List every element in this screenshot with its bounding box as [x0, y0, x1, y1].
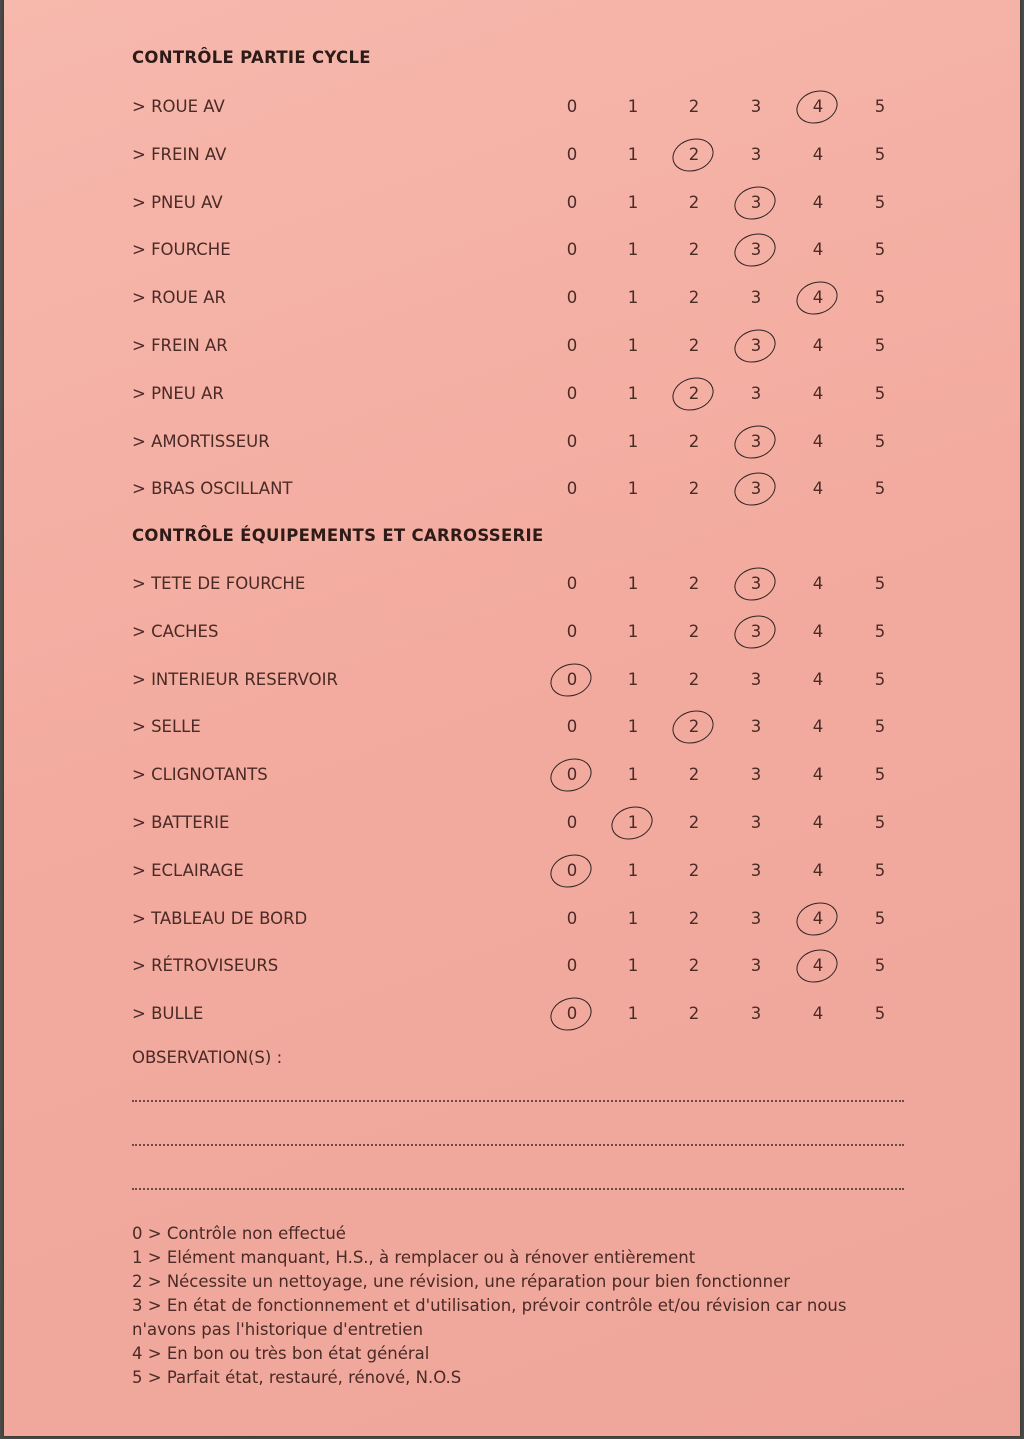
- rating-row-label: > FREIN AV: [132, 144, 227, 164]
- score-option-selected[interactable]: 3: [744, 193, 768, 212]
- score-option[interactable]: 3: [750, 144, 762, 164]
- observation-line-3[interactable]: [132, 1188, 904, 1190]
- score-option-selected[interactable]: 2: [682, 145, 706, 164]
- score-option[interactable]: 1: [627, 669, 639, 689]
- score-option[interactable]: 4: [812, 383, 824, 403]
- score-option-selected[interactable]: 0: [560, 1004, 584, 1023]
- score-option[interactable]: 2: [688, 669, 700, 689]
- rating-row: [4, 93, 1020, 123]
- score-option-selected[interactable]: 1: [621, 813, 645, 832]
- score-option[interactable]: 0: [566, 97, 578, 116]
- score-option[interactable]: 0: [566, 192, 578, 212]
- score-option[interactable]: 3: [750, 813, 762, 832]
- score-option[interactable]: 0: [566, 240, 578, 260]
- score-option[interactable]: 5: [874, 383, 886, 403]
- rating-row: [4, 666, 1020, 696]
- score-option[interactable]: 5: [874, 97, 886, 116]
- score-option[interactable]: 2: [688, 431, 700, 451]
- score-option[interactable]: 5: [874, 431, 886, 451]
- rating-row: [4, 809, 1020, 839]
- score-option[interactable]: 3: [750, 717, 762, 737]
- score-option-selected[interactable]: 4: [806, 288, 830, 307]
- score-option[interactable]: 5: [874, 765, 886, 785]
- rating-row-label: > CACHES: [132, 621, 219, 641]
- rating-row: [4, 332, 1020, 362]
- score-option[interactable]: 2: [688, 336, 700, 355]
- rating-legend: [132, 1222, 892, 1390]
- score-option[interactable]: 0: [566, 431, 578, 451]
- score-option[interactable]: 3: [750, 765, 762, 785]
- score-option[interactable]: 1: [627, 288, 639, 308]
- score-option-selected[interactable]: 3: [744, 574, 768, 593]
- rating-row: [4, 236, 1020, 266]
- rating-row: [4, 1000, 1020, 1030]
- rating-row-label: > INTERIEUR RESERVOIR: [132, 669, 338, 689]
- score-option[interactable]: 5: [874, 240, 886, 260]
- rating-row-label: > AMORTISSEUR: [132, 431, 270, 451]
- rating-row: [4, 284, 1020, 314]
- rating-row: [4, 475, 1020, 505]
- section-title-equipment: CONTRÔLE ÉQUIPEMENTS ET CARROSSERIE: [132, 526, 544, 545]
- score-option[interactable]: 0: [566, 383, 578, 403]
- rating-row-label: > FOURCHE: [132, 240, 231, 260]
- score-option[interactable]: 3: [750, 97, 762, 116]
- score-option[interactable]: 5: [874, 288, 886, 308]
- legend-item: 2 > Nécessite un nettoyage, une révision, une réparation pour bien fonctionner: [132, 1272, 791, 1291]
- rating-row-label: > RÉTROVISEURS: [132, 956, 279, 976]
- rating-row-label: > BRAS OSCILLANT: [132, 479, 293, 499]
- score-option[interactable]: 4: [812, 240, 824, 260]
- score-option[interactable]: 2: [688, 240, 700, 260]
- score-option[interactable]: 2: [688, 97, 700, 116]
- legend-item: 0 > Contrôle non effectué: [132, 1224, 346, 1243]
- score-option[interactable]: 1: [627, 574, 639, 593]
- rating-row: [4, 141, 1020, 171]
- score-option-selected[interactable]: 3: [744, 479, 768, 498]
- rating-row: [4, 380, 1020, 410]
- score-option-selected[interactable]: 3: [744, 240, 768, 259]
- rating-row: [4, 905, 1020, 935]
- score-option[interactable]: 3: [750, 860, 762, 880]
- score-option[interactable]: 5: [874, 908, 886, 928]
- score-option[interactable]: 5: [874, 144, 886, 164]
- score-option-selected[interactable]: 3: [744, 336, 768, 355]
- score-option[interactable]: 3: [750, 288, 762, 308]
- score-option[interactable]: 1: [627, 479, 639, 499]
- score-option[interactable]: 2: [688, 813, 700, 832]
- score-option-selected[interactable]: 3: [744, 432, 768, 451]
- score-option[interactable]: 4: [812, 621, 824, 641]
- rating-row-label: > ROUE AV: [132, 97, 225, 116]
- score-option-selected[interactable]: 2: [682, 717, 706, 736]
- score-option-selected[interactable]: 0: [560, 670, 584, 689]
- score-option[interactable]: 4: [812, 336, 824, 355]
- rating-row-label: > ECLAIRAGE: [132, 860, 244, 880]
- score-option[interactable]: 4: [812, 813, 824, 832]
- score-option[interactable]: 0: [566, 813, 578, 832]
- score-option[interactable]: 2: [688, 192, 700, 212]
- score-option[interactable]: 4: [812, 669, 824, 689]
- rating-row-label: > PNEU AR: [132, 383, 224, 403]
- rating-row-label: > BATTERIE: [132, 813, 230, 832]
- rating-row-label: > FREIN AR: [132, 336, 228, 355]
- score-option[interactable]: 5: [874, 192, 886, 212]
- rating-row-label: > BULLE: [132, 1004, 204, 1024]
- score-option[interactable]: 1: [627, 956, 639, 976]
- rating-row-label: > SELLE: [132, 717, 201, 737]
- score-option[interactable]: 5: [874, 860, 886, 880]
- score-option[interactable]: 2: [688, 574, 700, 593]
- score-option[interactable]: 1: [627, 240, 639, 260]
- score-option[interactable]: 5: [874, 574, 886, 593]
- score-option[interactable]: 4: [812, 1004, 824, 1024]
- score-option[interactable]: 4: [812, 431, 824, 451]
- score-option[interactable]: 4: [812, 574, 824, 593]
- score-option[interactable]: 1: [627, 336, 639, 355]
- score-option[interactable]: 4: [812, 717, 824, 737]
- score-option-selected[interactable]: 4: [806, 956, 830, 975]
- rating-row-label: > TABLEAU DE BORD: [132, 908, 308, 928]
- score-option-selected[interactable]: 4: [806, 97, 830, 116]
- score-option-selected[interactable]: 0: [560, 765, 584, 784]
- score-option[interactable]: 5: [874, 813, 886, 832]
- score-option[interactable]: 5: [874, 621, 886, 641]
- score-option[interactable]: 1: [627, 908, 639, 928]
- rating-row: [4, 713, 1020, 743]
- rating-row: [4, 952, 1020, 982]
- rating-row: [4, 857, 1020, 887]
- rating-row-label: > CLIGNOTANTS: [132, 765, 268, 785]
- score-option[interactable]: 5: [874, 1004, 886, 1024]
- score-option[interactable]: 5: [874, 717, 886, 737]
- legend-item: 3 > En état de fonctionnement et d'utilisation, prévoir contrôle et/ou révision car nous n'avons pas l'historique d'entretien: [132, 1296, 847, 1339]
- score-option[interactable]: 3: [750, 669, 762, 689]
- score-option[interactable]: 1: [627, 431, 639, 451]
- observation-line-1[interactable]: [132, 1100, 904, 1102]
- score-option[interactable]: 1: [627, 717, 639, 737]
- score-option[interactable]: 1: [627, 765, 639, 785]
- rating-row: [4, 189, 1020, 219]
- score-option[interactable]: 4: [812, 144, 824, 164]
- legend-item: 5 > Parfait état, restauré, rénové, N.O.S: [132, 1368, 462, 1387]
- score-option[interactable]: 0: [566, 908, 578, 928]
- score-option[interactable]: 0: [566, 574, 578, 593]
- score-option[interactable]: 1: [627, 1004, 639, 1024]
- legend-item: 4 > En bon ou très bon état général: [132, 1344, 430, 1363]
- inspection-sheet: [4, 0, 1020, 1436]
- score-option[interactable]: 1: [627, 192, 639, 212]
- score-option[interactable]: 0: [566, 621, 578, 641]
- score-option[interactable]: 0: [566, 479, 578, 499]
- rating-row: [4, 761, 1020, 791]
- section-title-cycle: CONTRÔLE PARTIE CYCLE: [132, 48, 371, 67]
- observation-line-2[interactable]: [132, 1144, 904, 1146]
- legend-item: 1 > Elément manquant, H.S., à remplacer ou à rénover entièrement: [132, 1248, 696, 1267]
- score-option[interactable]: 3: [750, 908, 762, 928]
- score-option[interactable]: 2: [688, 956, 700, 976]
- score-option[interactable]: 2: [688, 621, 700, 641]
- score-option[interactable]: 3: [750, 383, 762, 403]
- score-option[interactable]: 0: [566, 288, 578, 308]
- score-option[interactable]: 0: [566, 144, 578, 164]
- score-option[interactable]: 2: [688, 1004, 700, 1024]
- score-option[interactable]: 4: [812, 479, 824, 499]
- score-option[interactable]: 4: [812, 765, 824, 785]
- score-option[interactable]: 5: [874, 956, 886, 976]
- score-option[interactable]: 0: [566, 956, 578, 976]
- score-option[interactable]: 2: [688, 479, 700, 499]
- rating-row-label: > PNEU AV: [132, 192, 223, 212]
- score-option[interactable]: 1: [627, 97, 639, 116]
- score-option-selected[interactable]: 4: [806, 909, 830, 928]
- rating-row: [4, 570, 1020, 600]
- score-option[interactable]: 0: [566, 336, 578, 355]
- rating-row-label: > TETE DE FOURCHE: [132, 574, 306, 593]
- score-option[interactable]: 1: [627, 621, 639, 641]
- score-option[interactable]: 5: [874, 479, 886, 499]
- score-option[interactable]: 4: [812, 192, 824, 212]
- score-option[interactable]: 2: [688, 765, 700, 785]
- score-option[interactable]: 1: [627, 860, 639, 880]
- score-option[interactable]: 5: [874, 669, 886, 689]
- score-option-selected[interactable]: 2: [682, 384, 706, 403]
- score-option[interactable]: 2: [688, 908, 700, 928]
- rating-row: [4, 618, 1020, 648]
- score-option[interactable]: 0: [566, 717, 578, 737]
- rating-row: [4, 428, 1020, 458]
- score-option[interactable]: 3: [750, 1004, 762, 1024]
- score-option-selected[interactable]: 3: [744, 622, 768, 641]
- score-option[interactable]: 2: [688, 860, 700, 880]
- score-option[interactable]: 2: [688, 288, 700, 308]
- observations-label: OBSERVATION(S) :: [132, 1048, 283, 1067]
- score-option[interactable]: 5: [874, 336, 886, 355]
- score-option[interactable]: 4: [812, 860, 824, 880]
- score-option[interactable]: 1: [627, 144, 639, 164]
- score-option[interactable]: 1: [627, 383, 639, 403]
- score-option-selected[interactable]: 0: [560, 861, 584, 880]
- rating-row-label: > ROUE AR: [132, 288, 227, 308]
- score-option[interactable]: 3: [750, 956, 762, 976]
